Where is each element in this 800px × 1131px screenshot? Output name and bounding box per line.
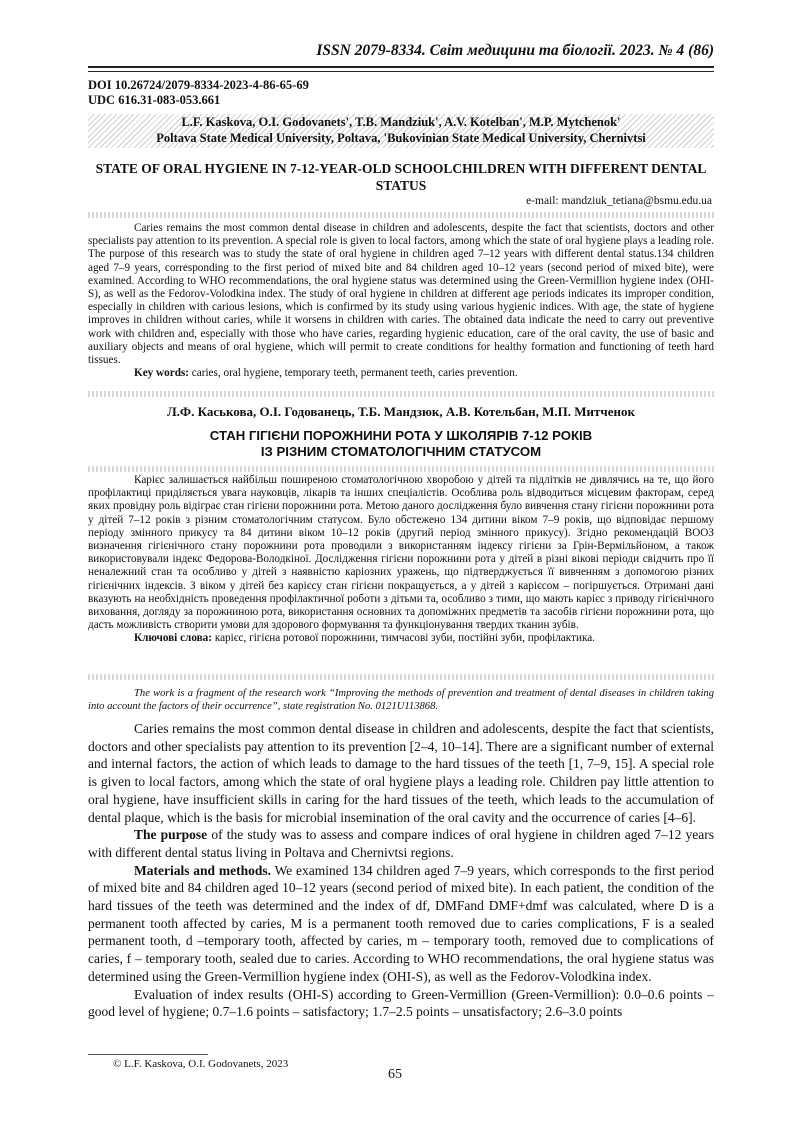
copyright: © L.F. Kaskova, O.I. Godovanets, 2023 bbox=[113, 1058, 289, 1070]
udc: UDC 616.31-083-053.661 bbox=[88, 93, 221, 107]
page-number: 65 bbox=[388, 1067, 402, 1082]
fragment-note-text: The work is a fragment of the research work “Improving the methods of prevention and treatment of dental diseases in children taking into account the factors of their occurrence”, state registration No. 0121U113868. bbox=[88, 688, 714, 712]
keywords-en-text: caries, oral hygiene, temporary teeth, permanent teeth, caries prevention. bbox=[189, 367, 518, 380]
abstract-en-text: Caries remains the most common dental disease in children and adolescents, despite the fact that scientists, doctors and other specialists pay attention to its prevention. A special role is given to local factors, among which the state of oral hygiene plays a leading role. The purpose of this research was to study the state of oral hygiene in children aged 7–12 years with different dental status.134 children aged 7–9 years, corresponding to the first period of mixed bite and 84 children aged 10–12 years (second period of mixed bite), were examined. According to WHO recommendations, the oral hygiene status was determined using the Green-Vermillion hygiene index (OHI-S), as well as the Fedorov-Volodkina index. The study of oral hygiene in children at different age periods indicates its improper condition, especially in children with carious lesions, which is confirmed by its study using various hygienic indices. With age, the state of hygiene improves in children without caries, while it worsens in children with caries. The obtained data indicate the need to carry out preventive work with children and, especially with those who have caries, regarding hygienic education, care of the oral cavity, the use of basic and auxiliary objects and means of oral hygiene, which will permit to create conditions for healthy formation and functioning of teeth hard tissues. bbox=[88, 222, 714, 367]
divider bbox=[88, 212, 714, 218]
divider bbox=[88, 466, 714, 472]
methods-text: We examined 134 children aged 7–9 years, which corresponds to the first period of mixed bite and 84 children aged 10–12 years (second period of mixed bite). In each patient, the condition of the hard tissues of the teeth was determined and the index of df, DMFand DMF+dmf was calculated, where D is a permanent tooth affected by caries, M is a permanent tooth removed due to caries complications, F is a sealed permanent tooth, d –temporary tooth, affected by caries, m – temporary tooth, removed due to complications of caries, f – temporary tooth, sealed due to caries. According to WHO recommendations, the oral hygiene status was determined using the Green-Vermillion hygiene index (OHI-S), as well as the Fedorov-Volodkina index. bbox=[88, 862, 714, 984]
title-ua-line-1: СТАН ГІГІЄНИ ПОРОЖНИНИ РОТА У ШКОЛЯРІВ 7-12 РОКІВ bbox=[209, 428, 593, 443]
affiliations-en: Poltava State Medical University, Poltava, 'Bukovinian State Medical University, Chernivtsi bbox=[156, 131, 646, 145]
divider bbox=[88, 674, 714, 680]
body-paragraph: Caries remains the most common dental disease in children and adolescents, despite the fact that scientists, doctors and other specialists pay attention to its prevention [2–4, 10–14]. There are a significant number of external and internal factors, the action of which leads to damage to the hard tissues of the teeth [1, 7–9, 15]. A special role is given to local factors, among which the state of oral hygiene plays a leading role. Children pay little attention to oral hygiene, have insufficient skills in caring for the hard tissues of the teeth, which leads to the accumulation of dental plaque, which is the basis for microbial insemination of the oral cavity and the occurrence of caries [4–6]. bbox=[88, 721, 714, 825]
keywords-ua-text: карієс, гігієна ротової порожнини, тимчасові зуби, постійні зуби, профілактика. bbox=[212, 632, 595, 645]
authors-band bbox=[88, 114, 714, 148]
divider bbox=[88, 391, 714, 397]
body-paragraph-purpose bbox=[88, 826, 714, 861]
authors-en: L.F. Kaskova, O.I. Godovanets', T.B. Mandziuk', A.V. Kotelban', M.P. Mytchenok' bbox=[181, 115, 621, 129]
header-rule bbox=[88, 66, 714, 72]
keywords-ua bbox=[88, 632, 714, 645]
keywords-en-label: Key words: bbox=[134, 367, 189, 380]
abstract-ua bbox=[88, 474, 714, 646]
research-fragment-note bbox=[88, 687, 714, 713]
methods-label: Materials and methods. bbox=[134, 862, 271, 878]
abstract-ua-text: Карієс залишається найбільш поширеною стоматологічною хворобою у дітей та підлітків не дивлячись на те, що його профілактиці приділяється увага науковців, лікарів та інших спеціалістів. Особлива роль відводиться місцевим факторам, серед яких провідну роль відіграє стан гігієни порожнини рота. Метою даного дослідження було вивчення стану гігієни порожнини рота у дітей 7–12 років з різним стоматологічним статусом. Було обстежено 134 дитини віком 7–9 років, що відповідає першому періоду змінного прикусу та 84 дитини віком 10–12 років (другий період змінного прикусу). Згідно рекомендацій ВООЗ визначення гігієнічного стану порожнини рота проводили з використанням індексу гігієни за Грін-Вермільйоном, а також використовували індекс Федорова-Володкіної. Дослідження гігієни порожнини рота у дітей в різні вікові періоди свідчить про її неналежний стан та особливо у дітей з наявністю каріозних уражень, що підтверджується її вивченням з допомогою різних гігієнічних індексів. З віком у дітей без карієсу стан гігієни покращується, а у дітей з карієсом – погіршується. Отримані дані вказують на необхідність проведення профілактичної роботи з дітьми та, особливо з тими, що мають карієс з приводу гігієнічного виховання, догляду за порожниною рота, використання основних та допоміжних предметів та засобів гігієни порожнини рота, що дасть можливість створити умови для здорового формування та функціонування твердих тканин зубів. bbox=[88, 474, 714, 632]
title-ua-line-2: ІЗ РІЗНИМ СТОМАТОЛОГІЧНИМ СТАТУСОМ bbox=[260, 444, 542, 459]
body-paragraph-methods bbox=[88, 862, 714, 986]
doi: DOI 10.26724/2079-8334-2023-4-86-65-69 bbox=[88, 78, 309, 92]
keywords-ua-label: Ключові слова: bbox=[134, 632, 213, 645]
contact-email: e-mail: mandziuk_tetiana@bsmu.edu.ua bbox=[526, 195, 712, 207]
doi-block bbox=[88, 78, 309, 108]
abstract-en bbox=[88, 222, 714, 380]
body-paragraph: Evaluation of index results (OHI-S) according to Green-Vermillion (Green-Vermillion): 0.0–0.6 points – good level of hygiene; 0.7–1.6 points – satisfactory; 1.7–2.5 points – unsatisfactory; 2.6–3.0 points bbox=[88, 986, 714, 1020]
keywords-en bbox=[88, 367, 714, 380]
purpose-text: of the study was to assess and compare indices of oral hygiene in children aged 7–12 years with different dental status living in Poltava and Chernivtsi regions. bbox=[88, 827, 714, 860]
authors-ua: Л.Ф. Каськова, О.І. Годованець, Т.Б. Мандзюк, А.В. Котельбан, М.П. Митченок bbox=[166, 404, 636, 419]
journal-header: ISSN 2079-8334. Світ медицини та біології. 2023. № 4 (86) bbox=[316, 42, 714, 59]
purpose-label: The purpose bbox=[134, 827, 208, 843]
article-body bbox=[88, 720, 714, 1021]
article-title-ua bbox=[88, 428, 714, 460]
article-title-en: STATE OF ORAL HYGIENE IN 7-12-YEAR-OLD SCHOOLCHILDREN WITH DIFFERENT DENTAL STATUS bbox=[95, 161, 707, 193]
footer-rule bbox=[88, 1054, 208, 1055]
